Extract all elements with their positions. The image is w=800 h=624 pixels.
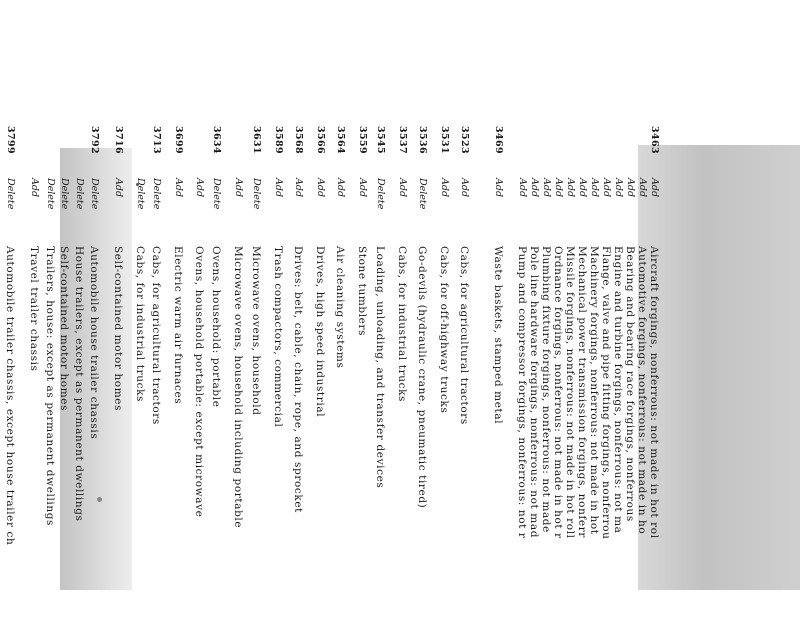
sic-code: 3559: [357, 126, 368, 155]
action-label: Add: [625, 178, 636, 198]
action-label: Add: [577, 178, 588, 198]
sic-code: 3566: [315, 126, 326, 155]
action-label: Add: [493, 178, 504, 198]
industry-description: Automotive forgings, nonferrous: not made in ho: [636, 246, 648, 535]
action-label: Add: [173, 178, 184, 198]
sic-code: 3469: [493, 126, 504, 155]
action-label: Add: [439, 178, 450, 198]
industry-description: Loading, unloading, and transfer devices: [374, 246, 386, 489]
action-label: Add: [589, 178, 600, 198]
industry-description: Cabs, for industrial trucks: [134, 246, 146, 403]
action-label: Add: [315, 178, 326, 198]
industry-description: Aircraft forgings, nonferrous: not made in hot rol: [648, 246, 660, 539]
sic-code: 3463: [649, 126, 660, 155]
industry-description: Bearing and bearing race forgings, nonferrous: [624, 246, 636, 522]
industry-description: Pump and compressor forgings, nonferrous: not r: [516, 246, 528, 539]
action-label: Add: [517, 178, 528, 198]
scan-speck: [97, 497, 102, 502]
action-label: Add: [357, 178, 368, 198]
sic-code: 3589: [273, 126, 284, 155]
industry-description: Drives, high speed industrial: [314, 246, 326, 418]
action-label: Delete: [89, 178, 100, 210]
action-label: Delete: [375, 178, 386, 210]
industry-description: Trash compactors, commercial: [272, 246, 284, 428]
sic-code: 3564: [335, 126, 346, 155]
action-label: Add: [601, 178, 612, 198]
scan-shadow-right: [638, 145, 800, 590]
industry-description: Travel trailer chassis: [28, 246, 40, 372]
sic-code: 3523: [459, 126, 470, 155]
industry-description: Waste baskets, stamped metal: [492, 246, 504, 425]
action-label: Add: [233, 178, 244, 198]
action-label: Add: [459, 178, 470, 198]
industry-description: Missile forgings, nonferrous: not made in hot roll: [564, 246, 576, 539]
action-label: Delete: [251, 178, 262, 210]
sic-code: 3713: [151, 126, 162, 155]
industry-description: Microwave ovens, household: [250, 246, 262, 416]
industry-description: Ordnance forgings, nonferrous: not made in hot r: [552, 246, 564, 539]
sic-code: 3568: [293, 126, 304, 155]
industry-description: Ovens, household portable: except microwave: [193, 246, 205, 518]
action-label: Delete: [45, 178, 56, 210]
industry-description: House trailers, except as permanent dwellings: [73, 246, 85, 522]
action-label: Delete: [135, 178, 146, 210]
sic-code: 3536: [417, 126, 428, 155]
industry-description: Electric warm air furnaces: [172, 246, 184, 405]
action-label: Delete: [59, 178, 70, 210]
rotated-table: [4, 126, 660, 624]
industry-description: Automobile trailer chassis, except house trailer ch: [4, 246, 16, 546]
industry-description: Cabs, for industrial trucks: [396, 246, 408, 403]
sic-code: 3634: [211, 126, 222, 155]
action-label: Add: [273, 178, 284, 198]
sic-code: 3545: [375, 126, 386, 155]
sic-code: 3792: [89, 126, 100, 155]
action-label: Add: [335, 178, 346, 198]
action-label: Add: [113, 178, 124, 198]
action-label: Delete: [5, 178, 16, 210]
action-label: Add: [29, 178, 40, 198]
action-label: Delete: [151, 178, 162, 210]
sic-code: 3631: [251, 126, 262, 155]
sic-code: 3716: [113, 126, 124, 155]
industry-description: Automobile house trailer chassis: [88, 246, 100, 440]
industry-description: Trailers, house: except as permanent dwellings: [44, 246, 56, 527]
action-label: Add: [637, 178, 648, 198]
industry-description: Cabs, for off-highway trucks: [438, 246, 450, 414]
sic-code: 3537: [397, 126, 408, 155]
industry-description: Cabs, for agricultural tractors: [458, 246, 470, 425]
action-label: Delete: [417, 178, 428, 210]
industry-description: Microwave ovens, household including portable: [232, 246, 244, 529]
action-label: Add: [613, 178, 624, 198]
industry-description: Ovens, household: portable: [210, 246, 222, 408]
action-label: Add: [397, 178, 408, 198]
industry-description: Pole line hardware forgings, nonferrous: not mad: [528, 246, 540, 539]
action-label: Add: [293, 178, 304, 198]
industry-description: Cabs, for agricultural tractors: [150, 246, 162, 425]
industry-description: Self-contained motor homes: [112, 246, 124, 412]
action-label: Add: [541, 178, 552, 198]
industry-description: Stone tumblers: [356, 246, 368, 337]
industry-description: Go-devils (hydraulic crane, pneumatic tired): [416, 246, 428, 509]
sic-code: 3799: [5, 126, 16, 155]
action-label: Add: [565, 178, 576, 198]
industry-description: Flange, valve and pipe fitting forgings, nonferrou: [600, 246, 612, 540]
action-label: Add: [529, 178, 540, 198]
industry-description: Drives: belt, cable, chain, rope, and sprocket: [292, 246, 304, 513]
industry-description: Machinery forgings, nonferrous: not made in hot: [588, 246, 600, 535]
sic-code: 3531: [439, 126, 450, 155]
industry-description: Engine and turbine forgings, nonferrous: not ma: [612, 246, 624, 534]
action-label: Delete: [74, 178, 85, 210]
action-label: Add: [194, 178, 205, 198]
industry-description: Mechanical power transmission forgings, nonferr: [576, 246, 588, 538]
industry-description: Self-contained motor homes: [58, 246, 70, 412]
action-label: Add: [553, 178, 564, 198]
action-label: Delete: [211, 178, 222, 210]
sic-code: 3699: [173, 126, 184, 155]
scanned-page: [4, 126, 660, 624]
action-label: Add: [649, 178, 660, 198]
industry-description: Plumbing fixture forgings, nonferrous: not made: [540, 246, 552, 533]
industry-description: Air cleaning systems: [334, 246, 346, 369]
